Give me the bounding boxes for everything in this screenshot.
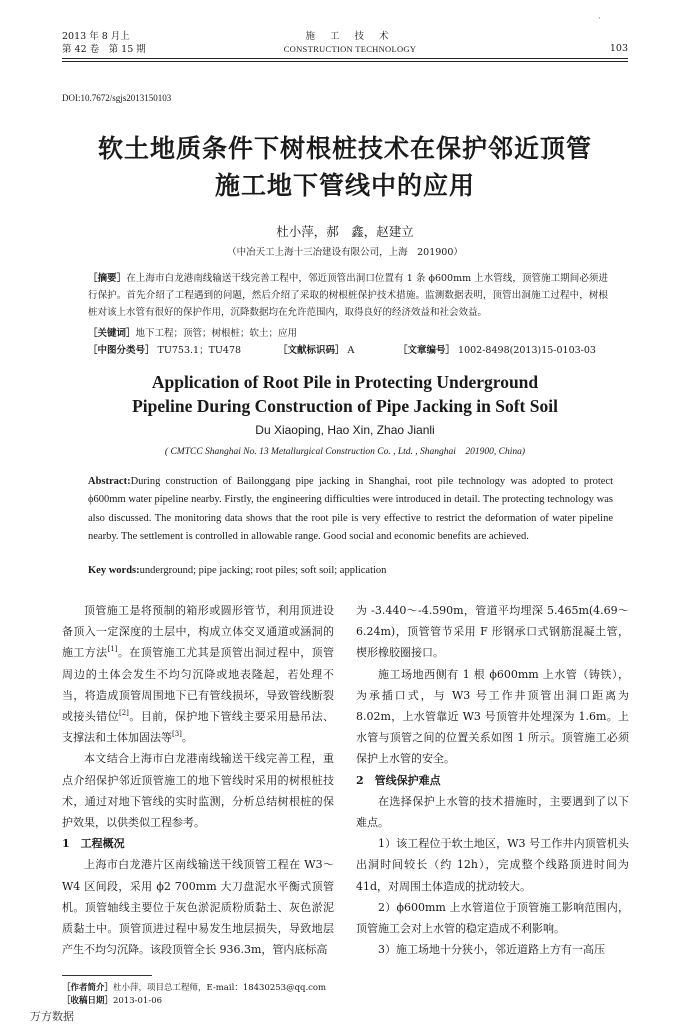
authors-en: Du Xiaoping, Hao Xin, Zhao Jianli [255, 423, 435, 437]
abstract-cn [88, 270, 608, 321]
article-value: 1002-8498(2013)15-0103-03 [458, 345, 596, 356]
abstract-cn-label: ［摘要］ [88, 273, 127, 284]
journal-name-en: CONSTRUCTION TECHNOLOGY [283, 44, 417, 54]
section-2-item-2: 2）ϕ600mm 上水管道位于顶管施工影响范围内，顶管施工会对上水管的稳定造成不利影响。 [356, 900, 629, 936]
doc-label: ［文献标识码］ [278, 345, 345, 356]
volume-issue: 第 42 卷 第 15 期 [62, 44, 146, 55]
section-1-paragraph-1: 上海市白龙港片区南线输送干线顶管工程在 W3～W4 区间段，采用 ϕ2 700mm 大刀盘泥水平衡式顶管机。顶管轴线主要位于灰色淤泥质粉质黏土、灰色淤泥质黏土中。顶管顶进过程中易发生地层损失，导致地层产生不均匀沉降。该段顶管全长 936.3m，管内底标高 [62, 858, 334, 957]
section-1-heading: 1 工程概况 [62, 837, 125, 851]
running-header-center [250, 30, 450, 56]
citation-3[interactable]: [3] [172, 730, 182, 739]
footnote-date-label: ［收稿日期］ [62, 996, 114, 1006]
keywords-cn-label: ［关键词］ [88, 328, 136, 339]
body-column-right [356, 600, 629, 960]
running-header-left [62, 30, 146, 56]
abstract-cn-text: 在上海市白龙港南线输送干线完善工程中，邻近顶管出洞口位置有 1 条 ϕ600mm 上水管线，顶管施工期间必须进行保护。首先介绍了工程遇到的问题，然后介绍了采取的树根桩保护技术措施。监测数据表明，顶管出洞施工过程中，树根桩对该上水管有很好的保护作用，沉降数据均在允许范围内，取得良好的经济效益和社会效益。 [88, 273, 608, 318]
intro-paragraph-2: 本文结合上海市白龙港南线输送干线完善工程，重点介绍保护邻近顶管施工的地下管线时采用的树根桩技术，通过对地下管线的实时监测，分析总结树根桩的保护效果，以供类似工程参考。 [62, 752, 334, 830]
journal-name-cn: 施 工 技 术 [305, 31, 395, 42]
clc-label: ［中图分类号］ [88, 345, 155, 356]
doc-value: A [347, 345, 355, 356]
title-cn-line1: 软土地质条件下树根桩技术在保护邻近顶管 [97, 134, 592, 163]
footnote-author-label: ［作者简介］ [62, 983, 114, 993]
doi: DOI:10.7672/sgjs2013150103 [62, 93, 172, 103]
footnote-received [62, 995, 326, 1008]
title-en-line1: Application of Root Pile in Protecting Underground [151, 372, 539, 392]
intro-p1-part-c: 。目前，保护地下管线主要采用悬吊法、支撑法和土体加固法等 [62, 710, 335, 745]
header-rule-bottom [62, 61, 628, 62]
intro-p1-part-d: 。 [181, 731, 193, 745]
clc-value: TU753.1；TU478 [157, 345, 242, 356]
title-en-line2: Pipeline During Construction of Pipe Jacking in Soft Soil [132, 396, 558, 416]
keywords-en-text: underground; pipe jacking; root piles; soft soil; application [139, 565, 387, 576]
page-number: 103 [609, 43, 628, 54]
intro-p1-part-a: 顶管施工是将预制的箱形或圆形管节，利用顶进设备顶入一定深度的土层中，构成立体交叉通道或涵洞的施工方法 [62, 604, 334, 660]
keywords-en-label: Key words: [88, 565, 140, 576]
doc-code [278, 342, 354, 356]
article-number [398, 342, 596, 356]
intro-p1-part-b: 。在顶管施工尤其是顶管出洞过程中，顶管周边的土体会发生不均匀沉降或地表隆起，若处理不当，将造成顶管周围地下已有管线损坏，导致管线断裂或接头错位 [62, 646, 335, 724]
abstract-en [88, 473, 613, 546]
section-2-heading: 2 管线保护难点 [356, 773, 441, 787]
authors-cn: 杜小萍，郝 鑫，赵建立 [276, 224, 414, 239]
footnote-author-text: 杜小萍，项目总工程师，E-mail：18430253@qq.com [113, 983, 327, 993]
affiliation-en: ( CMTCC Shanghai No. 13 Metallurgical Construction Co. , Ltd. , Shanghai 201900, China) [164, 447, 526, 457]
abstract-en-label: Abstract: [88, 476, 131, 487]
intro-paragraph-1 [62, 600, 334, 748]
keywords-cn-text: 地下工程；顶管；树根桩；软土；应用 [135, 328, 298, 339]
watermark: 万方数据 [30, 1010, 74, 1023]
clc-code [88, 342, 241, 356]
footnote [62, 982, 326, 1008]
title-en [62, 370, 628, 418]
title-cn [62, 130, 628, 204]
section-2-item-3: 3）施工场地十分狭小，邻近道路上方有一高压 [378, 943, 605, 957]
section-1-paragraph-1-cont: 为 -3.440～-4.590m，管道平均埋深 5.465m(4.69～6.24m)，顶管管节采用 F 形钢承口式钢筋混凝土管，楔形橡胶圈接口。 [356, 604, 629, 660]
keywords-en [88, 565, 613, 576]
abstract-en-text: During construction of Bailonggang pipe jacking in Shanghai, root pile technology was adopted to protect ϕ600mm water pipeline nearby. Firstly, the engineering difficulties were introduced in detail. The protecting technology was also discussed. The monitoring data shows that the root pile is very effective to restrict the deformation of water pipeline nearby. The settlement is controlled in allowable range. Good social and economic benefits are achieved. [88, 476, 613, 542]
citation-2[interactable]: [2] [118, 709, 129, 718]
footnote-date-text: 2013-01-06 [113, 996, 163, 1006]
section-2-item-1: 1）该工程位于软土地区，W3 号工作井内顶管机头出洞时间较长（约 12h），完成整个线路顶进时间为 41d，对周围土体造成的扰动较大。 [356, 837, 629, 893]
footnote-rule [62, 975, 152, 976]
article-label: ［文章编号］ [398, 345, 456, 356]
footnote-author [62, 982, 326, 995]
header-rule-top [62, 58, 628, 59]
affiliation-cn: （中冶天工上海十三冶建设有限公司，上海 201900） [227, 247, 463, 258]
section-2-paragraph-1: 在选择保护上水管的技术措施时，主要遇到了以下难点。 [356, 794, 629, 830]
citation-1[interactable]: [1] [107, 645, 118, 654]
issue-date: 2013 年 8 月上 [62, 31, 130, 42]
body-column-left [62, 600, 334, 960]
title-cn-line2: 施工地下管线中的应用 [214, 171, 475, 200]
section-1-paragraph-2: 施工场地西侧有 1 根 ϕ600mm 上水管（铸铁），为承插口式，与 W3 号工作井顶管出洞口距离为 8.02m，上水管靠近 W3 号顶管井处埋深为 1.6m。上水管与顶管之间的位置关系如图 1 所示。顶管施工必须保护上水管的安全。 [356, 667, 629, 766]
keywords-cn [88, 325, 608, 339]
corner-mark: · [598, 14, 601, 24]
